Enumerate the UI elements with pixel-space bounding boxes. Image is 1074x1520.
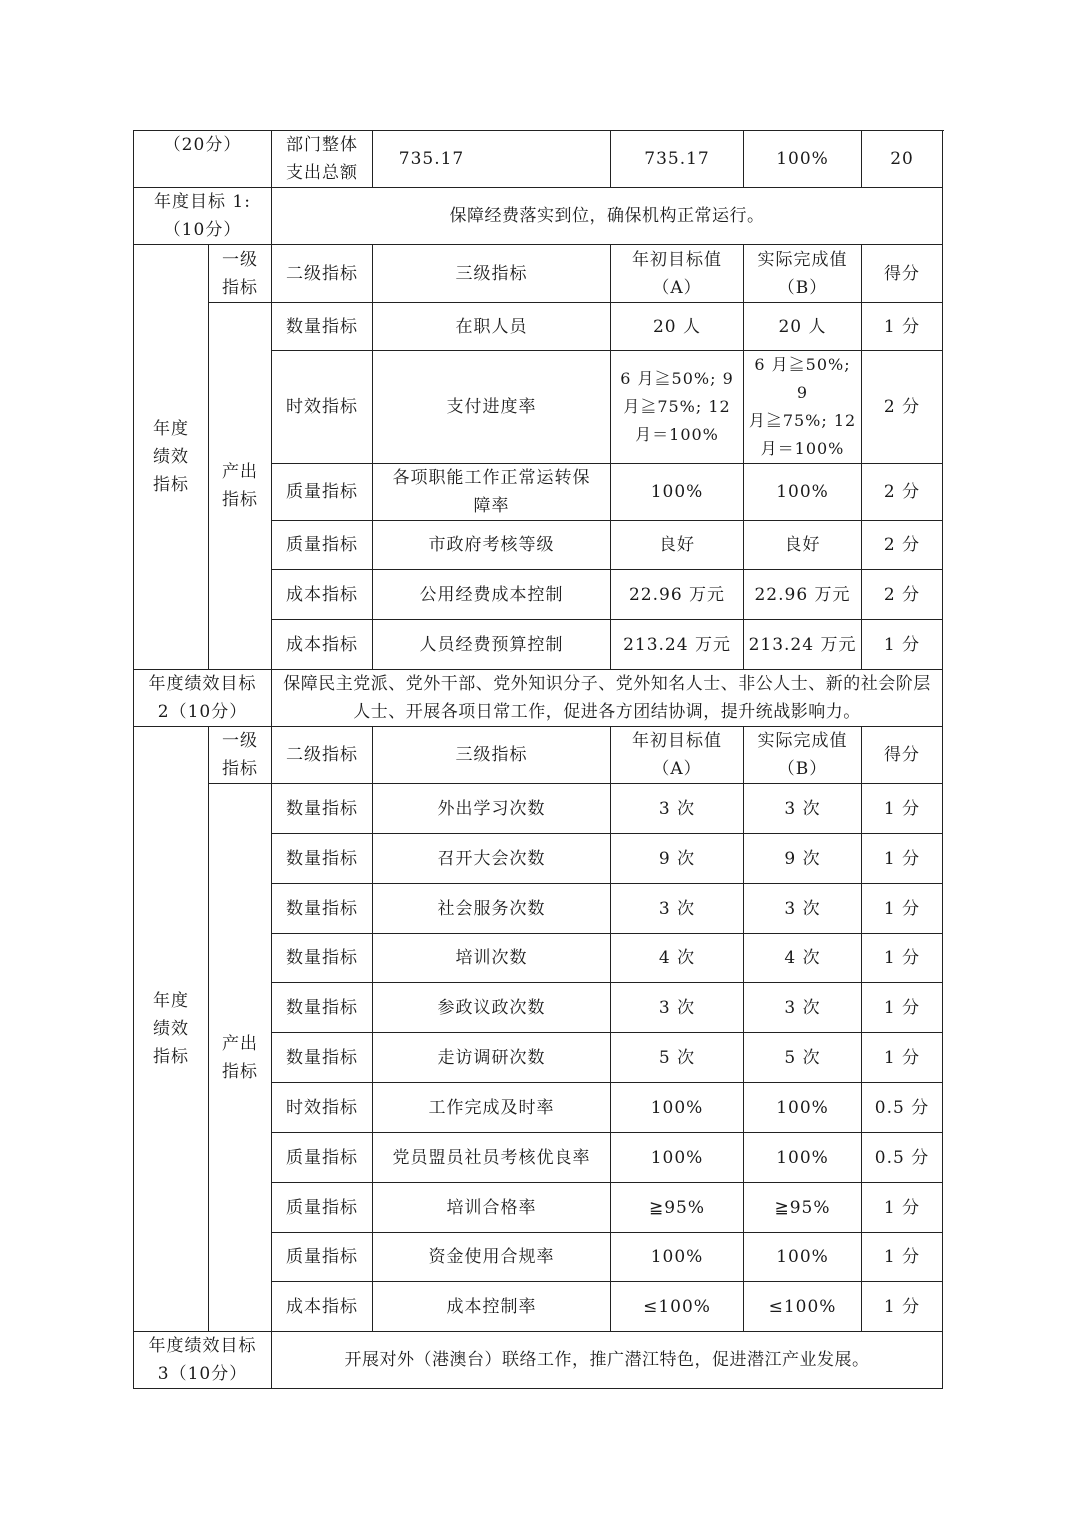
level2-cell: 数量指标 [272, 784, 373, 834]
level3-cell: 各项职能工作正常运转保 障率 [373, 464, 611, 521]
target-cell: 100% [611, 1233, 744, 1282]
target-cell: 100% [611, 1133, 744, 1183]
level3-cell: 培训次数 [373, 934, 611, 983]
total-score-label: （20分） [134, 131, 272, 188]
completed-cell: 4 次 [744, 934, 862, 983]
score-cell: 1 分 [862, 834, 943, 884]
total-expenditure-row [134, 131, 943, 188]
goal1-row [134, 188, 943, 245]
total-rate-value: 100% [744, 131, 862, 188]
target-cell: 9 次 [611, 834, 744, 884]
score-cell: 2 分 [862, 464, 943, 521]
level2-cell: 质量指标 [272, 521, 373, 570]
score-cell: 2 分 [862, 521, 943, 570]
score-cell: 0.5 分 [862, 1083, 943, 1133]
section1-level3-header: 三级指标 [373, 245, 611, 303]
section1-header-row [134, 245, 943, 303]
goal2-label: 年度绩效目标 2（10分） [134, 670, 272, 727]
goal1-label: 年度目标 1: （10分） [134, 188, 272, 245]
level3-cell: 支付进度率 [373, 351, 611, 464]
target-cell: 5 次 [611, 1033, 744, 1083]
level3-cell: 走访调研次数 [373, 1033, 611, 1083]
completed-cell: 3 次 [744, 884, 862, 934]
section2-annual-label: 年度 绩效 指标 [134, 727, 209, 1332]
score-cell: 1 分 [862, 1033, 943, 1083]
level2-cell: 成本指标 [272, 1282, 373, 1332]
level2-cell: 数量指标 [272, 884, 373, 934]
completed-cell: 213.24 万元 [744, 620, 862, 670]
level2-cell: 数量指标 [272, 1033, 373, 1083]
level2-cell: 数量指标 [272, 983, 373, 1033]
goal3-text: 开展对外（港澳台）联络工作，推广潜江特色，促进潜江产业发展。 [272, 1332, 943, 1389]
score-cell: 1 分 [862, 1233, 943, 1282]
level3-cell: 成本控制率 [373, 1282, 611, 1332]
level3-cell: 社会服务次数 [373, 884, 611, 934]
goal1-text: 保障经费落实到位，确保机构正常运行。 [272, 188, 943, 245]
completed-cell: ≤100% [744, 1282, 862, 1332]
level2-cell: 成本指标 [272, 570, 373, 620]
score-cell: 1 分 [862, 620, 943, 670]
score-cell: 2 分 [862, 351, 943, 464]
level2-cell: 时效指标 [272, 1083, 373, 1133]
table-row [134, 784, 943, 834]
target-cell: 3 次 [611, 884, 744, 934]
section2-score-header: 得分 [862, 727, 943, 784]
completed-cell: 9 次 [744, 834, 862, 884]
completed-cell: 5 次 [744, 1033, 862, 1083]
target-cell: 4 次 [611, 934, 744, 983]
level3-cell: 资金使用合规率 [373, 1233, 611, 1282]
section1-level1-header: 一级 指标 [209, 245, 272, 303]
level2-cell: 质量指标 [272, 1233, 373, 1282]
level2-cell: 成本指标 [272, 620, 373, 670]
section1-level2-header: 二级指标 [272, 245, 373, 303]
goal2-row [134, 670, 943, 727]
total-budget-value: 735.17 [373, 131, 611, 188]
score-cell: 1 分 [862, 784, 943, 834]
target-cell: 良好 [611, 521, 744, 570]
completed-cell: 100% [744, 1133, 862, 1183]
total-actual-value: 735.17 [611, 131, 744, 188]
level2-cell: 质量指标 [272, 464, 373, 521]
section2-header-row [134, 727, 943, 784]
completed-cell: 22.96 万元 [744, 570, 862, 620]
target-cell: ≤100% [611, 1282, 744, 1332]
level2-cell: 数量指标 [272, 834, 373, 884]
section2-target-header: 年初目标值 （A） [611, 727, 744, 784]
level2-cell: 时效指标 [272, 351, 373, 464]
completed-cell: ≧95% [744, 1183, 862, 1233]
completed-cell: 100% [744, 1083, 862, 1133]
score-cell: 1 分 [862, 884, 943, 934]
section2-level1-header: 一级 指标 [209, 727, 272, 784]
score-cell: 1 分 [862, 1282, 943, 1332]
section2-level3-header: 三级指标 [373, 727, 611, 784]
completed-cell: 20 人 [744, 303, 862, 351]
section1-score-header: 得分 [862, 245, 943, 303]
level2-cell: 数量指标 [272, 934, 373, 983]
score-cell: 2 分 [862, 570, 943, 620]
level3-cell: 党员盟员社员考核优良率 [373, 1133, 611, 1183]
target-cell: 3 次 [611, 784, 744, 834]
level2-cell: 质量指标 [272, 1183, 373, 1233]
goal2-text: 保障民主党派、党外干部、党外知识分子、党外知名人士、非公人士、新的社会阶层人士、开展各项日常工作，促进各方团结协调，提升统战影响力。 [272, 670, 943, 727]
score-cell: 1 分 [862, 934, 943, 983]
target-cell: 22.96 万元 [611, 570, 744, 620]
level3-cell: 参政议政次数 [373, 983, 611, 1033]
level3-cell: 召开大会次数 [373, 834, 611, 884]
completed-cell: 100% [744, 464, 862, 521]
target-cell: 100% [611, 1083, 744, 1133]
level3-cell: 工作完成及时率 [373, 1083, 611, 1133]
level2-cell: 质量指标 [272, 1133, 373, 1183]
score-cell: 1 分 [862, 983, 943, 1033]
target-cell: 213.24 万元 [611, 620, 744, 670]
section1-annual-label: 年度 绩效 指标 [134, 245, 209, 670]
section1-output-label: 产出 指标 [209, 303, 272, 670]
table-row [134, 303, 943, 351]
score-cell: 0.5 分 [862, 1133, 943, 1183]
section1-completed-header: 实际完成值 （B） [744, 245, 862, 303]
target-cell: 6 月≧50%; 9 月≧75%; 12 月＝100% [611, 351, 744, 464]
level3-cell: 在职人员 [373, 303, 611, 351]
section2-output-label: 产出 指标 [209, 784, 272, 1332]
section2-level2-header: 二级指标 [272, 727, 373, 784]
completed-cell: 3 次 [744, 784, 862, 834]
goal3-label: 年度绩效目标 3（10分） [134, 1332, 272, 1389]
target-cell: 20 人 [611, 303, 744, 351]
completed-cell: 良好 [744, 521, 862, 570]
level3-cell: 外出学习次数 [373, 784, 611, 834]
total-score-value: 20 [862, 131, 943, 188]
performance-table [133, 130, 943, 1389]
level2-cell: 数量指标 [272, 303, 373, 351]
completed-cell: 6 月≧50%; 9 月≧75%; 12 月＝100% [744, 351, 862, 464]
level3-cell: 公用经费成本控制 [373, 570, 611, 620]
score-cell: 1 分 [862, 1183, 943, 1233]
total-item-label: 部门整体 支出总额 [272, 131, 373, 188]
score-cell: 1 分 [862, 303, 943, 351]
completed-cell: 100% [744, 1233, 862, 1282]
target-cell: 100% [611, 464, 744, 521]
level3-cell: 市政府考核等级 [373, 521, 611, 570]
level3-cell: 人员经费预算控制 [373, 620, 611, 670]
level3-cell: 培训合格率 [373, 1183, 611, 1233]
section1-target-header: 年初目标值 （A） [611, 245, 744, 303]
target-cell: ≧95% [611, 1183, 744, 1233]
section2-completed-header: 实际完成值 （B） [744, 727, 862, 784]
target-cell: 3 次 [611, 983, 744, 1033]
goal3-row [134, 1332, 943, 1389]
completed-cell: 3 次 [744, 983, 862, 1033]
